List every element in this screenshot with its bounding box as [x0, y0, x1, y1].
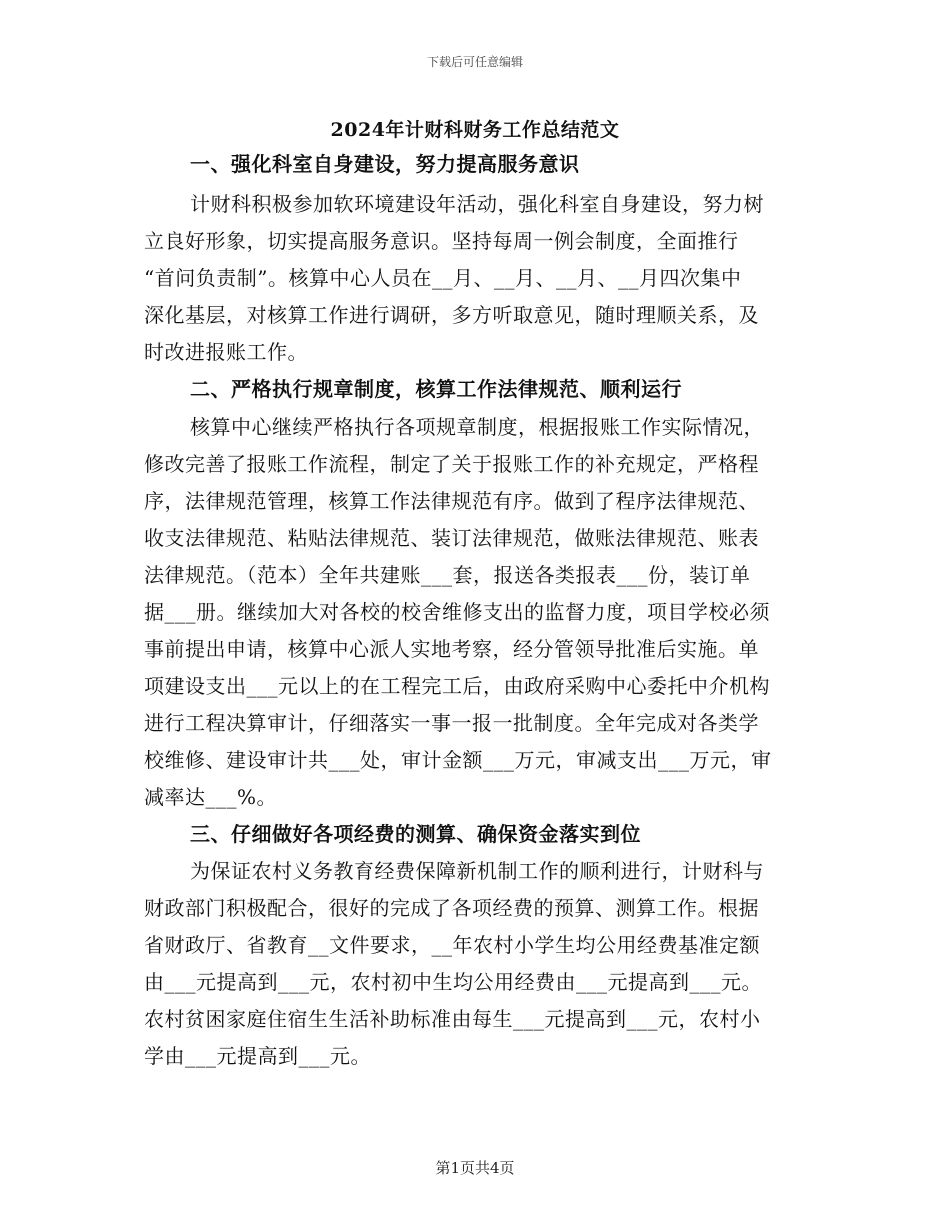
paragraph-line: 学由___元提高到___元。: [144, 1044, 371, 1068]
paragraph-line: 财政部门积极配合，很好的完成了各项经费的预算、测算工作。根据: [144, 896, 759, 920]
paragraph-line: 据___册。继续加大对各校的校舍维修支出的监督力度，项目学校必须: [144, 600, 770, 624]
section-heading-1: 一、强化科室自身建设，努力提高服务意识: [190, 152, 580, 176]
paragraph-line: 为保证农村义务教育经费保障新机制工作的顺利进行，计财科与: [190, 859, 764, 883]
paragraph-line: 进行工程决算审计，仔细落实一事一报一批制度。全年完成对各类学: [144, 711, 759, 735]
paragraph-line: 深化基层，对核算工作进行调研，多方听取意见，随时理顺关系，及: [144, 303, 759, 327]
section-heading-3: 三、仔细做好各项经费的测算、确保资金落实到位: [190, 822, 641, 846]
paragraph-line: 立良好形象，切实提高服务意识。坚持每周一例会制度，全面推行: [144, 229, 739, 253]
header-note: 下载后可任意编辑: [426, 55, 523, 69]
paragraph-line: 减率达___%。: [144, 785, 278, 809]
paragraph-line: 法律规范。（范本）全年共建账___套，报送各类报表___份，装订单: [144, 563, 751, 587]
paragraph-line: 修改完善了报账工作流程，制定了关于报账工作的补充规定，严格程: [144, 452, 759, 476]
paragraph-line: “首问负责制”。核算中心人员在__月、__月、__月、__月四次集中: [144, 266, 742, 290]
paragraph-line: 时改进报账工作。: [144, 340, 308, 364]
paragraph-line: 事前提出申请，核算中心派人实地考察，经分管领导批准后实施。单: [144, 637, 759, 661]
paragraph-line: 核算中心继续严格执行各项规章制度，根据报账工作实际情况，: [190, 415, 764, 439]
paragraph-line: 收支法律规范、粘贴法律规范、装订法律规范，做账法律规范、账表: [144, 526, 759, 550]
paragraph-line: 序，法律规范管理，核算工作法律规范有序。做到了程序法律规范、: [144, 489, 759, 513]
paragraph-line: 校维修、建设审计共___处，审计金额___万元，审减支出___万元，审: [144, 748, 772, 772]
paragraph-line: 农村贫困家庭住宿生生活补助标准由每生___元提高到___元，农村小: [144, 1007, 761, 1031]
paragraph-line: 项建设支出___元以上的在工程完工后，由政府采购中心委托中介机构: [144, 674, 770, 698]
paragraph-line: 由___元提高到___元，农村初中生均公用经费由___元提高到___元。: [144, 970, 762, 994]
document-title: 2024年计财科财务工作总结范文: [330, 119, 620, 141]
paragraph-line: 省财政厅、省教育__文件要求，__年农村小学生均公用经费基准定额: [144, 933, 760, 957]
paragraph-line: 计财科积极参加软环境建设年活动，强化科室自身建设，努力树: [190, 192, 764, 216]
page-footer: 第1页共4页: [435, 1159, 515, 1177]
section-heading-2: 二、严格执行规章制度，核算工作法律规范、顺利运行: [190, 377, 682, 401]
